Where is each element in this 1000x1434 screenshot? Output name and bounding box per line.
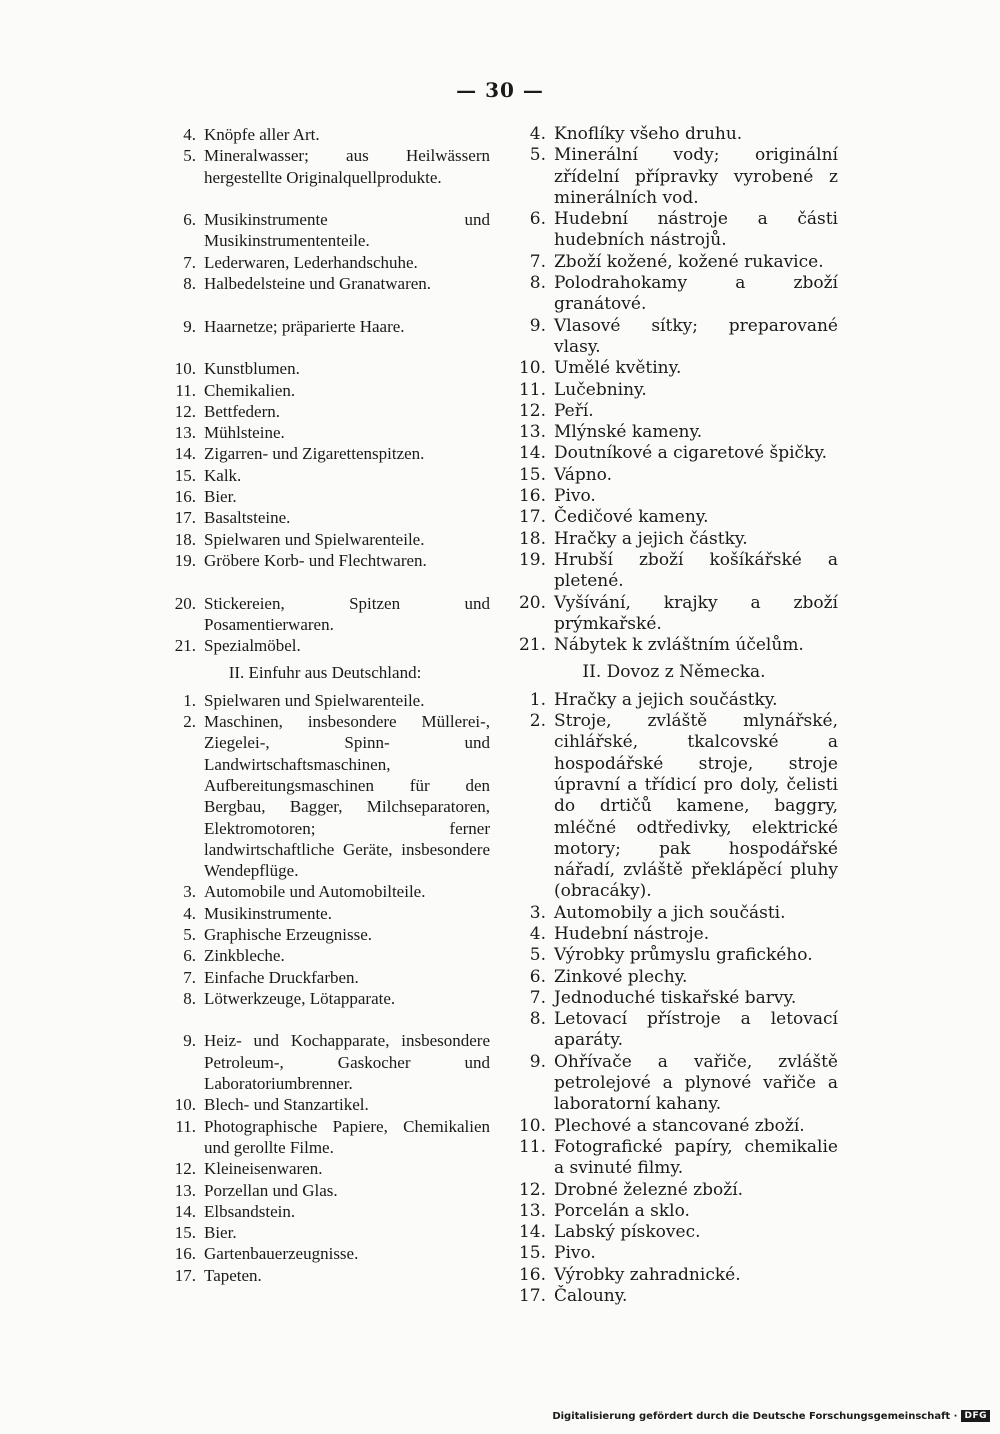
item-number: 20.	[518, 592, 546, 613]
czech-list-2	[510, 690, 838, 1308]
item-number: 6.	[183, 210, 196, 230]
item-text: Porcelán a sklo.	[554, 1200, 690, 1221]
item-number: 21.	[174, 636, 196, 656]
list-item	[510, 1137, 838, 1180]
item-text: Spielwaren und Spielwarenteile.	[204, 690, 425, 710]
list-item	[160, 273, 490, 316]
item-text: Graphische Erzeugnisse.	[204, 925, 373, 944]
item-number: 17.	[518, 1286, 546, 1307]
item-text: Fotografické papíry, chemikalie a svinuté filmy.	[554, 1136, 838, 1179]
item-text: Minerální vody; originální zřídelní přípravky vyrobené z minerálních vod.	[554, 145, 838, 208]
list-item	[510, 465, 838, 486]
item-text: Tapeten.	[204, 1265, 262, 1285]
item-text: Vápno.	[554, 464, 613, 485]
item-number: 2.	[183, 712, 196, 732]
item-text: Maschinen, insbesondere Müllerei-, Ziegelei-, Spinn- und Landwirtschaftsmaschinen, Aufbereitungsmaschinen für den Bergbau, Bagger, Milchseparatoren, Elektromotoren; ferner landwirtschaftliche Geräte, insbesondere Wendepflüge.	[204, 712, 490, 881]
item-number: 4.	[183, 125, 196, 144]
item-text: Labský pískovec.	[554, 1222, 701, 1243]
item-number: 8.	[529, 273, 546, 294]
list-item	[510, 1180, 838, 1201]
item-text: Umělé květiny.	[554, 358, 682, 379]
item-text: Mühlsteine.	[204, 423, 285, 443]
item-text: Bier.	[204, 487, 237, 507]
item-text: Lederwaren, Lederhandschuhe.	[204, 252, 418, 272]
item-text: Haarnetze; präparierte Haare.	[204, 316, 405, 336]
footer-text: Digitalisierung gefördert durch die Deutsche Forschungsgemeinschaft ·	[552, 1410, 958, 1422]
german-list-1	[160, 124, 490, 656]
item-text: Zinkové plechy.	[554, 966, 688, 987]
item-text: Zinkbleche.	[204, 946, 285, 966]
item-number: 15.	[174, 1223, 196, 1243]
item-text: Čalouny.	[554, 1286, 628, 1307]
list-item	[160, 1201, 490, 1222]
item-number: 14.	[518, 443, 546, 464]
list-item	[510, 380, 838, 401]
item-number: 11.	[175, 1116, 196, 1136]
item-text: Mlýnské kameny.	[554, 422, 703, 443]
item-number: 15.	[518, 1243, 546, 1264]
list-item	[510, 358, 838, 379]
german-column	[160, 124, 490, 1286]
list-item	[160, 550, 490, 593]
item-number: 7.	[529, 251, 546, 272]
item-number: 8.	[183, 988, 196, 1008]
item-text: Bier.	[204, 1223, 237, 1243]
list-item	[160, 380, 490, 401]
item-text: Mineralwasser; aus Heilwässern hergestellte Originalquellprodukte.	[204, 146, 490, 187]
page-number: — 30 —	[456, 78, 544, 102]
item-text: Zboží kožené, kožené rukavice.	[554, 251, 824, 272]
item-number: 6.	[529, 966, 546, 987]
item-text: Hračky a jejich součástky.	[554, 689, 778, 710]
item-number: 5.	[529, 145, 546, 166]
list-item	[160, 252, 490, 273]
item-number: 5.	[529, 945, 546, 966]
german-list-2	[160, 690, 490, 1286]
list-item	[160, 358, 490, 379]
czech-heading: II. Dovoz z Německa.	[582, 662, 766, 683]
item-number: 15.	[174, 465, 196, 485]
item-number: 12.	[174, 1159, 196, 1179]
item-text: Peří.	[554, 400, 594, 421]
item-number: 6.	[183, 946, 196, 966]
item-text: Heiz- und Kochapparate, insbesondere Petroleum-, Gaskocher und Laboratoriumbrenner.	[204, 1031, 490, 1094]
item-text: Elbsandstein.	[204, 1201, 296, 1221]
item-number: 4.	[529, 923, 546, 944]
item-text: Musikinstrumente.	[204, 903, 332, 923]
item-number: 9.	[183, 316, 196, 336]
item-number: 14.	[174, 444, 196, 464]
item-number: 10.	[518, 358, 546, 379]
list-item	[510, 593, 838, 636]
item-number: 16.	[174, 1244, 196, 1264]
german-heading: II. Einfuhr aus Deutschland:	[228, 663, 422, 683]
item-text: Knoflíky všeho druhu.	[554, 124, 743, 144]
item-number: 21.	[518, 635, 546, 656]
item-text: Hudební nástroje.	[554, 923, 710, 944]
item-number: 15.	[518, 464, 546, 485]
item-text: Automobily a jich součásti.	[554, 902, 786, 923]
item-number: 1.	[529, 689, 546, 710]
item-number: 9.	[183, 1031, 196, 1051]
list-item	[510, 529, 838, 550]
item-text: Blech- und Stanzartikel.	[204, 1095, 369, 1115]
list-item	[160, 903, 490, 924]
list-item	[160, 443, 490, 464]
list-item	[160, 593, 490, 636]
item-text: Stickereien, Spitzen und Posamentierwaren.	[204, 593, 490, 634]
item-text: Hračky a jejich částky.	[554, 528, 748, 549]
list-item	[510, 967, 838, 988]
item-text: Kleineisenwaren.	[204, 1159, 323, 1179]
list-item	[510, 1222, 838, 1243]
item-number: 5.	[183, 925, 196, 944]
item-text: Stroje, zvláště mlynářské, cihlářské, tkalcovské a hospodářské stroje, stroje úpravní a třídicí pro doly, čelisti do drtičů kamene, baggry, mléčné odtředivky, elektrické motory; pak hospodářské nářadí, zvláště překlápěcí pluhy (obracáky).	[554, 711, 838, 902]
item-text: Einfache Druckfarben.	[204, 967, 359, 987]
item-number: 8.	[183, 274, 196, 294]
item-number: 13.	[174, 423, 196, 443]
list-item	[160, 124, 490, 145]
item-number: 8.	[529, 1009, 546, 1030]
item-number: 13.	[518, 422, 546, 443]
list-item	[510, 690, 838, 711]
list-item	[510, 903, 838, 924]
item-text: Výrobky průmyslu grafického.	[554, 945, 813, 966]
item-text: Vyšívání, krajky a zboží prýmkařské.	[554, 592, 838, 634]
list-item	[160, 465, 490, 486]
list-item	[160, 401, 490, 422]
item-text: Kalk.	[204, 465, 242, 485]
item-number: 2.	[529, 711, 546, 732]
item-number: 10.	[174, 1095, 196, 1115]
list-item	[510, 316, 838, 359]
list-item	[510, 1201, 838, 1222]
item-text: Pivo.	[554, 1243, 596, 1264]
list-item	[160, 924, 490, 945]
list-item	[510, 486, 838, 507]
item-number: 16.	[174, 487, 196, 507]
list-item	[160, 529, 490, 550]
item-text: Letovací přístroje a letovací aparáty.	[554, 1009, 838, 1051]
item-text: Vlasové sítky; preparované vlasy.	[554, 315, 838, 357]
list-item	[510, 124, 838, 145]
list-item	[510, 507, 838, 528]
czech-column	[510, 124, 838, 1307]
item-number: 7.	[529, 987, 546, 1008]
list-item	[160, 209, 490, 252]
list-item	[160, 988, 490, 1031]
list-item	[160, 145, 490, 209]
item-number: 18.	[518, 528, 546, 549]
item-text: Plechové a stancované zboží.	[554, 1115, 805, 1136]
list-item	[510, 635, 838, 656]
item-text: Jednoduché tiskařské barvy.	[554, 987, 797, 1008]
list-item	[510, 924, 838, 945]
item-number: 4.	[529, 124, 546, 144]
item-text: Doutníkové a cigaretové špičky.	[554, 443, 828, 464]
list-item	[510, 252, 838, 273]
list-item	[510, 422, 838, 443]
list-item	[510, 945, 838, 966]
item-number: 20.	[174, 593, 196, 613]
item-text: Drobné železné zboží.	[554, 1179, 744, 1200]
item-number: 9.	[529, 1051, 546, 1072]
item-text: Spezialmöbel.	[204, 636, 301, 656]
item-number: 11.	[518, 1136, 546, 1157]
item-number: 17.	[174, 508, 196, 528]
item-number: 12.	[518, 1179, 546, 1200]
czech-list-1	[510, 124, 838, 656]
list-item	[510, 443, 838, 464]
item-number: 7.	[183, 967, 196, 987]
item-text: Porzellan und Glas.	[204, 1180, 338, 1200]
list-item	[160, 1094, 490, 1115]
list-item	[160, 967, 490, 988]
item-text: Hudební nástroje a části hudebních nástrojů.	[554, 209, 838, 251]
item-number: 1.	[183, 690, 196, 710]
list-item	[160, 635, 490, 656]
item-number: 7.	[183, 252, 196, 272]
item-number: 17.	[174, 1265, 196, 1285]
item-text: Čedičové kameny.	[554, 507, 709, 528]
list-item	[510, 209, 838, 252]
item-number: 19.	[174, 550, 196, 570]
item-text: Photographische Papiere, Chemikalien und gerollte Filme.	[204, 1116, 490, 1157]
list-item	[510, 1243, 838, 1264]
item-number: 16.	[518, 486, 546, 507]
item-number: 12.	[518, 400, 546, 421]
list-item	[160, 507, 490, 528]
list-item	[510, 711, 838, 903]
item-number: 14.	[518, 1222, 546, 1243]
item-text: Lötwerkzeuge, Lötapparate.	[204, 988, 396, 1008]
list-item	[510, 1286, 838, 1307]
item-text: Gartenbauerzeugnisse.	[204, 1244, 359, 1264]
item-text: Pivo.	[554, 486, 596, 507]
list-item	[510, 401, 838, 422]
item-text: Halbedelsteine und Granatwaren.	[204, 274, 432, 294]
list-item	[510, 273, 838, 316]
list-item	[510, 1116, 838, 1137]
item-text: Nábytek k zvláštním účelům.	[554, 635, 804, 656]
list-item	[160, 1243, 490, 1264]
item-number: 3.	[529, 902, 546, 923]
item-number: 9.	[529, 315, 546, 336]
item-text: Knöpfe aller Art.	[204, 125, 320, 144]
item-text: Musikinstrumente und Musikinstrumententeile.	[204, 210, 490, 251]
dfg-logo: DFG	[961, 1410, 990, 1422]
list-item	[510, 1265, 838, 1286]
item-text: Basaltsteine.	[204, 508, 291, 528]
item-text: Zigarren- und Zigarettenspitzen.	[204, 444, 425, 464]
item-text: Chemikalien.	[204, 380, 296, 400]
item-text: Hrubší zboží košíkářské a pletené.	[554, 549, 838, 592]
list-item	[510, 550, 838, 593]
item-text: Výrobky zahradnické.	[554, 1264, 741, 1285]
item-number: 11.	[175, 380, 196, 400]
list-item	[510, 1052, 838, 1116]
item-number: 10.	[174, 359, 196, 379]
list-item	[510, 1009, 838, 1052]
item-number: 17.	[518, 507, 546, 528]
item-number: 12.	[174, 401, 196, 421]
list-item	[160, 422, 490, 443]
list-item	[160, 881, 490, 902]
item-text: Bettfedern.	[204, 401, 280, 421]
list-item	[160, 1158, 490, 1179]
item-number: 10.	[518, 1115, 546, 1136]
item-text: Lučebniny.	[554, 379, 647, 400]
list-item	[160, 1030, 490, 1094]
item-number: 13.	[518, 1200, 546, 1221]
item-text: Automobile und Automobilteile.	[204, 882, 426, 902]
list-item	[160, 486, 490, 507]
list-item	[160, 1116, 490, 1159]
item-number: 6.	[529, 209, 546, 230]
list-item	[160, 690, 490, 711]
item-text: Polodrahokamy a zboží granátové.	[554, 273, 838, 315]
item-number: 14.	[174, 1201, 196, 1221]
list-item	[510, 145, 838, 209]
item-number: 11.	[518, 379, 546, 400]
list-item	[160, 1180, 490, 1201]
item-number: 13.	[174, 1180, 196, 1200]
list-item	[160, 711, 490, 881]
item-number: 3.	[183, 882, 196, 902]
list-item	[160, 945, 490, 966]
item-text: Spielwaren und Spielwarenteile.	[204, 529, 425, 549]
list-item	[160, 1222, 490, 1243]
digitization-footer	[552, 1410, 990, 1422]
item-text: Kunstblumen.	[204, 359, 300, 379]
item-number: 4.	[183, 903, 196, 923]
item-number: 19.	[518, 549, 546, 570]
list-item	[160, 1265, 490, 1286]
list-item	[510, 988, 838, 1009]
item-text: Gröbere Korb- und Flechtwaren.	[204, 550, 427, 570]
item-number: 5.	[183, 146, 196, 166]
item-number: 18.	[174, 529, 196, 549]
item-text: Ohřívače a vařiče, zvláště petrolejové a plynové vařiče a laboratorní kahany.	[554, 1051, 838, 1115]
item-number: 16.	[518, 1264, 546, 1285]
list-item	[160, 316, 490, 359]
